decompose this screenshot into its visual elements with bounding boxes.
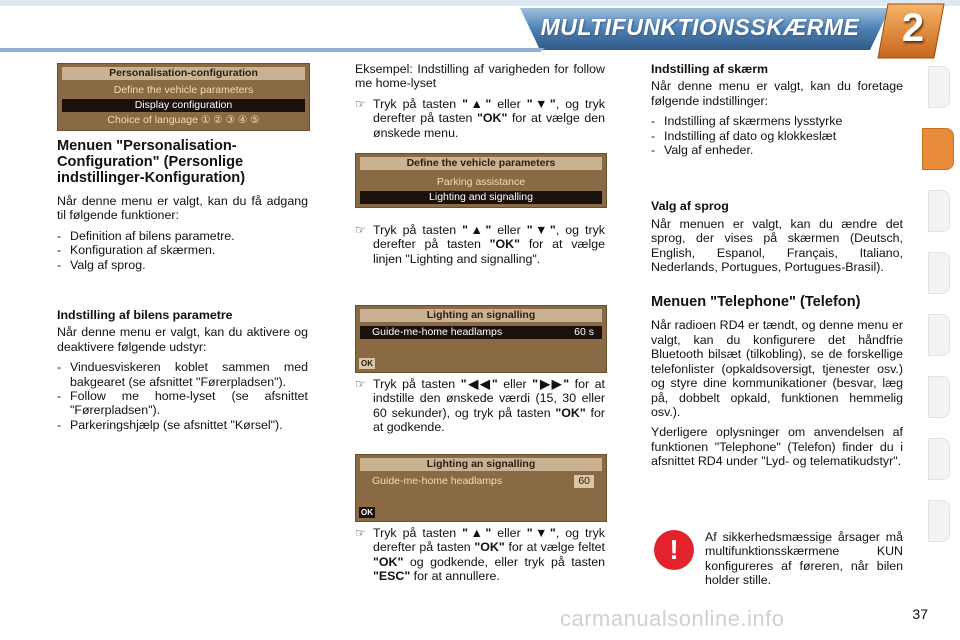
duration-value: 60 bbox=[574, 475, 594, 488]
display-settings-list bbox=[651, 114, 903, 157]
chapter-tab[interactable] bbox=[928, 190, 950, 232]
section-heading: Menuen "Personalisation-Configuration" (Personlige indstillinger-Konfiguration) bbox=[57, 138, 246, 186]
paragraph: Når denne menu er valgt, kan du foretage følgende indstillinger: bbox=[651, 79, 903, 108]
step-2: ☞ Tryk på tasten "▲" eller "▼", og tryk derefter på tasten "OK" for at vælge linjen "Lighting and signalling". bbox=[355, 223, 605, 266]
column-2-step-2 bbox=[355, 223, 605, 272]
chapter-tab[interactable] bbox=[928, 376, 950, 418]
screen-lighting-2 bbox=[355, 454, 607, 522]
warning-icon: ! bbox=[654, 530, 694, 570]
hand-pointer-icon: ☞ bbox=[355, 526, 366, 540]
list-item: - Valg af enheder. bbox=[651, 143, 903, 157]
paragraph: Når denne menu er valgt, kan du få adgang til følgende funktioner: bbox=[57, 194, 308, 223]
paragraph: Når denne menu er valgt, kan du aktivere og deaktivere følgende udstyr: bbox=[57, 325, 308, 354]
screen-title-bar: Define the vehicle parameters bbox=[360, 157, 602, 170]
screen-row-selected: Guide-me-home headlamps 60 s bbox=[360, 326, 602, 339]
function-list bbox=[57, 229, 308, 272]
step-3: ☞ Tryk på tasten "◀◀" eller "▶▶" for at indstille den ønskede værdi (15, 30 eller 60 sekunder), og tryk på tasten "OK" for at godkende. bbox=[355, 377, 605, 435]
hand-pointer-icon: ☞ bbox=[355, 377, 366, 391]
step-4: ☞ Tryk på tasten "▲" eller "▼", og tryk derefter på tasten "OK" for at vælge feltet "OK" og godkende, eller tryk på tasten "ESC" for at annullere. bbox=[355, 526, 605, 584]
watermark: carmanualsonline.info bbox=[560, 606, 785, 631]
page-header bbox=[0, 0, 960, 62]
screen-title-bar: Lighting an signalling bbox=[360, 458, 602, 471]
column-2-step-4 bbox=[355, 526, 605, 590]
column-3 bbox=[651, 62, 903, 475]
safety-warning bbox=[705, 530, 903, 594]
subsection-heading: Indstilling af skærm bbox=[651, 62, 769, 76]
section-heading: Menuen "Telephone" (Telefon) bbox=[651, 294, 861, 311]
chapter-tab[interactable] bbox=[928, 314, 950, 356]
hand-pointer-icon: ☞ bbox=[355, 223, 366, 237]
screen-personalisation bbox=[57, 63, 310, 131]
page-title: MULTIFUNKTIONSSKÆRME bbox=[540, 14, 860, 40]
list-item: - Follow me home-lyset (se afsnittet "Førerpladsen"). bbox=[57, 389, 308, 418]
page-number: 37 bbox=[912, 606, 928, 622]
step-1: ☞ Tryk på tasten "▲" eller "▼", og tryk derefter på tasten "OK" for at vælge den ønskede menu. bbox=[355, 96, 605, 140]
screen-row: Choice of language ① ② ③ ④ ⑤ bbox=[107, 114, 260, 126]
list-item: - Indstilling af skærmens lysstyrke bbox=[651, 114, 903, 128]
column-2-intro bbox=[355, 62, 605, 146]
subsection-heading: Indstilling af bilens parametre bbox=[57, 308, 233, 323]
chapter-tab-active[interactable] bbox=[922, 128, 954, 170]
chapter-tabs bbox=[928, 66, 952, 576]
screen-vehicle-parameters bbox=[355, 153, 607, 208]
column-2-step-3 bbox=[355, 377, 605, 441]
paragraph: Eksempel: Indstilling af varigheden for follow me home-lyset bbox=[355, 62, 605, 91]
chapter-tab[interactable] bbox=[928, 66, 950, 108]
list-item: - Indstilling af dato og klokkeslæt bbox=[651, 129, 903, 143]
column-1 bbox=[57, 138, 308, 438]
screen-row-selected: Display configuration bbox=[62, 99, 305, 112]
screen-title-bar: Personalisation-configuration bbox=[62, 67, 305, 80]
screen-row: Parking assistance bbox=[436, 176, 526, 188]
chapter-number: 2 bbox=[901, 6, 925, 50]
paragraph: Yderligere oplysninger om anvendelsen af funktionen "Telephone" (Telefon) finder du i afsnittet RD4 under "Lyd- og telematikudstyr". bbox=[651, 425, 903, 469]
screen-lighting-1 bbox=[355, 305, 607, 373]
screen-row-selected: Lighting and signalling bbox=[360, 191, 602, 204]
screen-ok-field: OK bbox=[361, 359, 373, 368]
screen-title-bar: Lighting an signalling bbox=[360, 309, 602, 322]
hand-pointer-icon: ☞ bbox=[355, 96, 366, 111]
screen-ok-field-selected: OK bbox=[361, 508, 373, 517]
chapter-tab[interactable] bbox=[928, 252, 950, 294]
duration-value: 60 s bbox=[574, 326, 594, 338]
equipment-list bbox=[57, 360, 308, 432]
screen-row: Define the vehicle parameters bbox=[113, 84, 254, 96]
chapter-tab[interactable] bbox=[928, 438, 950, 480]
subsection-heading: Valg af sprog bbox=[651, 199, 729, 214]
list-item: - Definition af bilens parametre. bbox=[57, 229, 308, 243]
warning-text: Af sikkerhedsmæssige årsager må multifunktionsskærmene KUN konfigureres af føreren, når bilen holder stille. bbox=[705, 530, 903, 588]
screen-row: Guide-me-home headlamps 60 bbox=[360, 475, 602, 488]
list-item: - Vinduesviskeren koblet sammen med bakgearet (se afsnittet "Førerpladsen"). bbox=[57, 360, 308, 389]
paragraph: Når menuen er valgt, kan du ændre det sprog, der vises på skærmen (Deutsch, English, Espanol, Français, Italiano, Nederlands, Portugues, Portugues-Brasil). bbox=[651, 216, 903, 275]
chapter-tab[interactable] bbox=[928, 500, 950, 542]
paragraph: Når radioen RD4 er tændt, og denne menu er valgt, kan du konfigurere det håndfrie Bluetooth bilsæt (tilkobling), se de forskellige telefonlister (opkaldsoversigt, tjenester osv.) og styre dine kommunikationer (besvar, læg på, dobbelt opkald, funktionen hemmelig osv.). bbox=[651, 318, 903, 419]
list-item: - Parkeringshjælp (se afsnittet "Kørsel"). bbox=[57, 418, 308, 432]
list-item: - Konfiguration af skærmen. bbox=[57, 243, 308, 257]
list-item: - Valg af sprog. bbox=[57, 258, 308, 272]
